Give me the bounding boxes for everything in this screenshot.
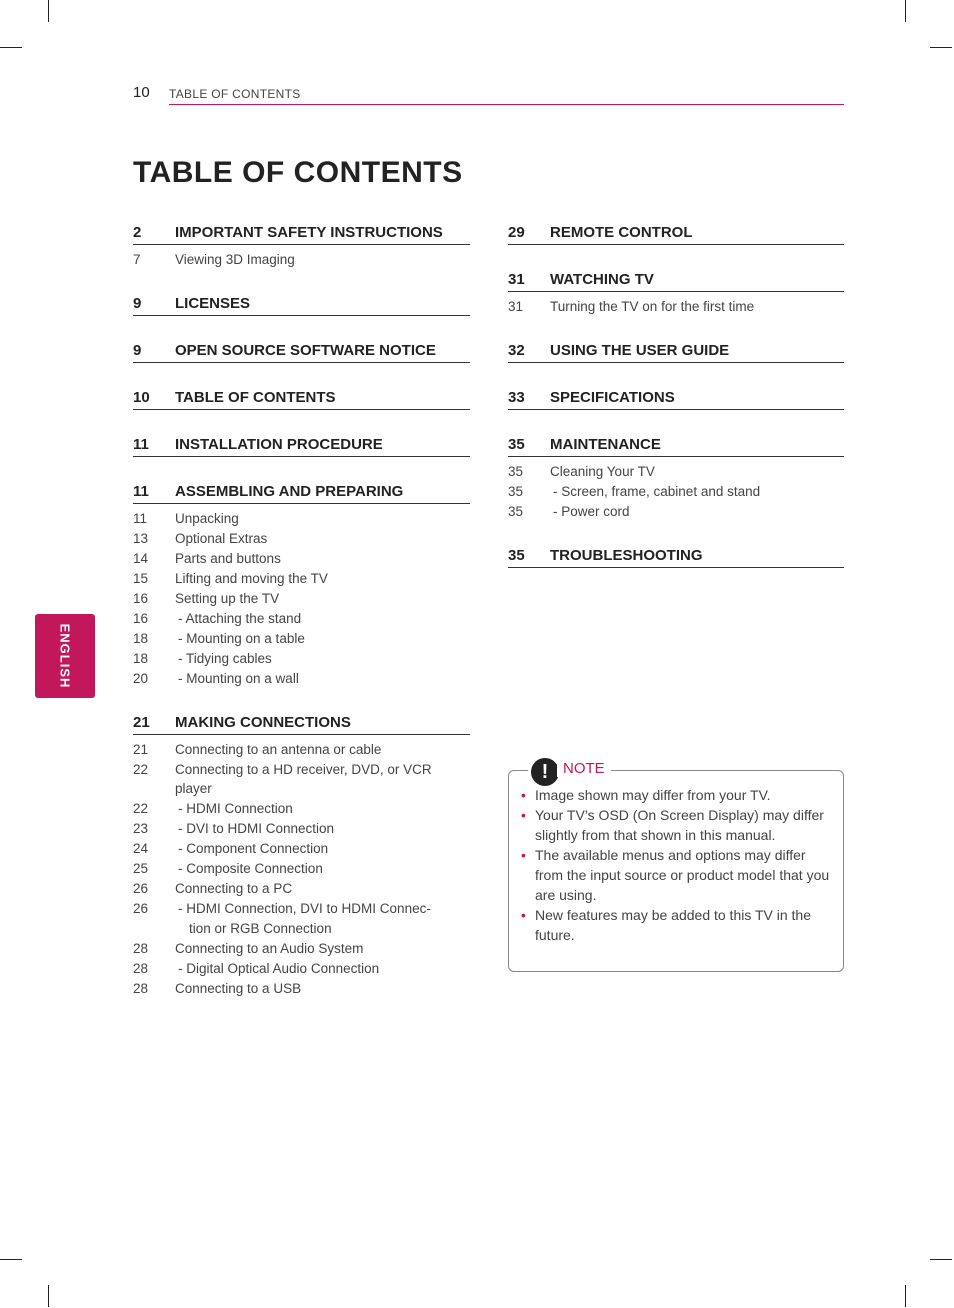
toc-section-heading[interactable] — [133, 222, 470, 245]
toc-section — [508, 222, 844, 245]
crop-mark — [930, 1259, 952, 1260]
toc-section-heading[interactable] — [133, 434, 470, 457]
toc-item[interactable] — [133, 589, 470, 608]
toc-item-list — [133, 245, 470, 269]
item-page-number: 31 — [508, 299, 524, 314]
toc-section — [508, 434, 844, 521]
item-page-number: 20 — [133, 671, 149, 686]
toc-item[interactable] — [133, 529, 470, 548]
section-page-number: 33 — [508, 389, 525, 406]
item-page-number: 28 — [133, 961, 149, 976]
toc-item[interactable] — [508, 462, 844, 481]
language-tab — [35, 614, 95, 698]
crop-mark — [48, 1285, 49, 1307]
section-title: REMOTE CONTROL — [550, 224, 693, 241]
toc-item[interactable] — [133, 819, 470, 838]
item-page-number: 14 — [133, 551, 149, 566]
toc-item[interactable] — [133, 649, 470, 668]
toc-item[interactable] — [133, 509, 470, 528]
toc-section-heading[interactable] — [508, 269, 844, 292]
item-page-number: 35 — [508, 484, 524, 499]
section-page-number: 10 — [133, 389, 150, 406]
note-item: • The available menus and options may differ from the input source or product model that you are using. — [521, 845, 833, 905]
item-page-number — [133, 919, 175, 938]
toc-section — [133, 387, 470, 410]
item-page-number: 18 — [133, 631, 149, 646]
toc-section — [133, 712, 470, 998]
header-title: TABLE OF CONTENTS — [169, 87, 301, 101]
toc-section-heading[interactable] — [508, 545, 844, 568]
toc-section — [133, 340, 470, 363]
item-page-number: 25 — [133, 861, 149, 876]
toc-section-heading[interactable] — [508, 222, 844, 245]
toc-item[interactable] — [133, 859, 470, 878]
toc-section-heading[interactable] — [133, 387, 470, 410]
toc-section — [508, 269, 844, 316]
toc-item[interactable] — [133, 760, 470, 798]
toc-item[interactable] — [133, 549, 470, 568]
item-title: - Mounting on a table — [175, 629, 305, 648]
toc-section-heading[interactable] — [133, 340, 470, 363]
section-title: LICENSES — [175, 295, 251, 312]
toc-item[interactable] — [133, 250, 470, 269]
item-title: - Mounting on a wall — [175, 669, 299, 688]
item-page-number: 22 — [133, 762, 149, 777]
item-title: Parts and buttons — [175, 551, 281, 566]
toc-item-list — [508, 457, 844, 521]
item-title: Unpacking — [175, 511, 239, 526]
toc-item[interactable] — [133, 740, 470, 759]
item-title: Connecting to an antenna or cable — [175, 742, 382, 757]
item-title: Setting up the TV — [175, 591, 280, 606]
toc-section-heading[interactable] — [133, 293, 470, 316]
item-title: - HDMI Connection, DVI to HDMI Connec- — [175, 899, 431, 918]
toc-section — [508, 545, 844, 568]
toc-item[interactable] — [508, 482, 844, 501]
item-title: - Screen, frame, cabinet and stand — [550, 482, 760, 501]
item-page-number: 22 — [133, 801, 149, 816]
section-title: TABLE OF CONTENTS — [175, 389, 336, 406]
toc-right-column — [508, 222, 844, 592]
item-title: Viewing 3D Imaging — [175, 252, 295, 267]
item-page-number: 24 — [133, 841, 149, 856]
page-title: TABLE OF CONTENTS — [133, 156, 463, 189]
item-title: Connecting to an Audio System — [175, 941, 364, 956]
item-title: Cleaning Your TV — [550, 464, 655, 479]
item-page-number: 18 — [133, 651, 149, 666]
section-page-number: 21 — [133, 714, 150, 731]
item-page-number: 35 — [508, 504, 524, 519]
section-title: ASSEMBLING AND PREPARING — [175, 483, 404, 500]
toc-section — [508, 387, 844, 410]
section-page-number: 2 — [133, 224, 142, 241]
section-page-number: 35 — [508, 436, 525, 453]
crop-mark — [905, 0, 906, 22]
note-item: • Image shown may differ from your TV. — [521, 785, 833, 805]
toc-section-heading[interactable] — [508, 434, 844, 457]
item-title: - Digital Optical Audio Connection — [175, 959, 379, 978]
language-tab-label: ENGLISH — [57, 623, 73, 689]
section-page-number: 35 — [508, 547, 525, 564]
item-page-number: 11 — [133, 511, 148, 526]
toc-item[interactable] — [133, 609, 470, 628]
section-title: USING THE USER GUIDE — [550, 342, 730, 359]
toc-section-heading[interactable] — [133, 481, 470, 504]
item-page-number: 26 — [133, 881, 149, 896]
item-page-number: 26 — [133, 901, 149, 916]
item-page-number: 21 — [133, 742, 149, 757]
item-title: tion or RGB Connection — [189, 921, 332, 936]
toc-left-column — [133, 222, 470, 1022]
section-title: IMPORTANT SAFETY INSTRUCTIONS — [175, 224, 443, 241]
section-page-number: 9 — [133, 295, 142, 312]
section-title: WATCHING TV — [550, 271, 654, 288]
item-title: Connecting to a HD receiver, DVD, or VCR player — [175, 762, 432, 796]
toc-item[interactable] — [133, 669, 470, 688]
section-page-number: 9 — [133, 342, 142, 359]
item-page-number: 16 — [133, 611, 149, 626]
toc-section — [133, 434, 470, 457]
toc-item[interactable] — [133, 939, 470, 958]
item-title: - DVI to HDMI Connection — [175, 819, 334, 838]
toc-item-list — [133, 504, 470, 688]
toc-section — [133, 222, 470, 269]
crop-mark — [0, 1259, 22, 1260]
section-title: TROUBLESHOOTING — [550, 547, 703, 564]
note-item: • New features may be added to this TV in the future. — [521, 905, 833, 945]
item-page-number: 23 — [133, 821, 149, 836]
item-title: - HDMI Connection — [175, 799, 293, 818]
section-title: OPEN SOURCE SOFTWARE NOTICE — [175, 342, 436, 359]
toc-section-heading[interactable] — [508, 340, 844, 363]
item-title: Connecting to a PC — [175, 881, 293, 896]
toc-section — [133, 481, 470, 688]
toc-item-list — [133, 735, 470, 998]
item-title: Optional Extras — [175, 531, 268, 546]
item-title: Turning the TV on for the first time — [550, 299, 755, 314]
page-number: 10 — [133, 84, 150, 101]
note-box — [508, 760, 844, 972]
toc-section-heading[interactable] — [508, 387, 844, 410]
page-header — [133, 84, 844, 104]
crop-mark — [48, 0, 49, 22]
section-page-number: 32 — [508, 342, 525, 359]
note-label: NOTE — [557, 760, 611, 777]
item-page-number: 13 — [133, 531, 149, 546]
toc-item[interactable] — [133, 879, 470, 898]
item-title: - Composite Connection — [175, 859, 323, 878]
toc-item[interactable] — [508, 502, 844, 521]
item-title: - Power cord — [550, 502, 630, 521]
item-title: - Component Connection — [175, 839, 328, 858]
item-page-number: 28 — [133, 981, 149, 996]
toc-section — [508, 340, 844, 363]
section-title: MAKING CONNECTIONS — [175, 714, 351, 731]
exclamation-icon: ! — [528, 755, 562, 789]
section-title: MAINTENANCE — [550, 436, 661, 453]
item-page-number: 35 — [508, 464, 524, 479]
item-page-number: 7 — [133, 252, 141, 267]
section-page-number: 11 — [133, 436, 149, 453]
toc-section — [133, 293, 470, 316]
toc-section-heading[interactable] — [133, 712, 470, 735]
toc-item[interactable] — [133, 899, 470, 918]
section-page-number: 31 — [508, 271, 525, 288]
crop-mark — [0, 47, 22, 48]
item-title: - Attaching the stand — [175, 609, 301, 628]
toc-item[interactable] — [133, 979, 470, 998]
item-page-number: 15 — [133, 571, 149, 586]
section-page-number: 11 — [133, 483, 149, 500]
crop-mark — [905, 1285, 906, 1307]
header-rule — [169, 104, 844, 105]
note-list — [509, 771, 843, 945]
toc-item[interactable] — [508, 297, 844, 316]
section-title: SPECIFICATIONS — [550, 389, 675, 406]
toc-item[interactable] — [133, 629, 470, 648]
toc-item[interactable] — [133, 959, 470, 978]
item-page-number: 28 — [133, 941, 149, 956]
section-title: INSTALLATION PROCEDURE — [175, 436, 383, 453]
item-page-number: 16 — [133, 591, 149, 606]
toc-item[interactable] — [133, 799, 470, 818]
crop-mark — [930, 47, 952, 48]
item-title: Connecting to a USB — [175, 981, 302, 996]
toc-item[interactable] — [133, 919, 470, 938]
toc-item[interactable] — [133, 569, 470, 588]
section-page-number: 29 — [508, 224, 525, 241]
toc-item[interactable] — [133, 839, 470, 858]
note-item: • Your TV’s OSD (On Screen Display) may differ slightly from that shown in this manual. — [521, 805, 833, 845]
item-title: Lifting and moving the TV — [175, 571, 328, 586]
item-title: - Tidying cables — [175, 649, 272, 668]
toc-item-list — [508, 292, 844, 316]
